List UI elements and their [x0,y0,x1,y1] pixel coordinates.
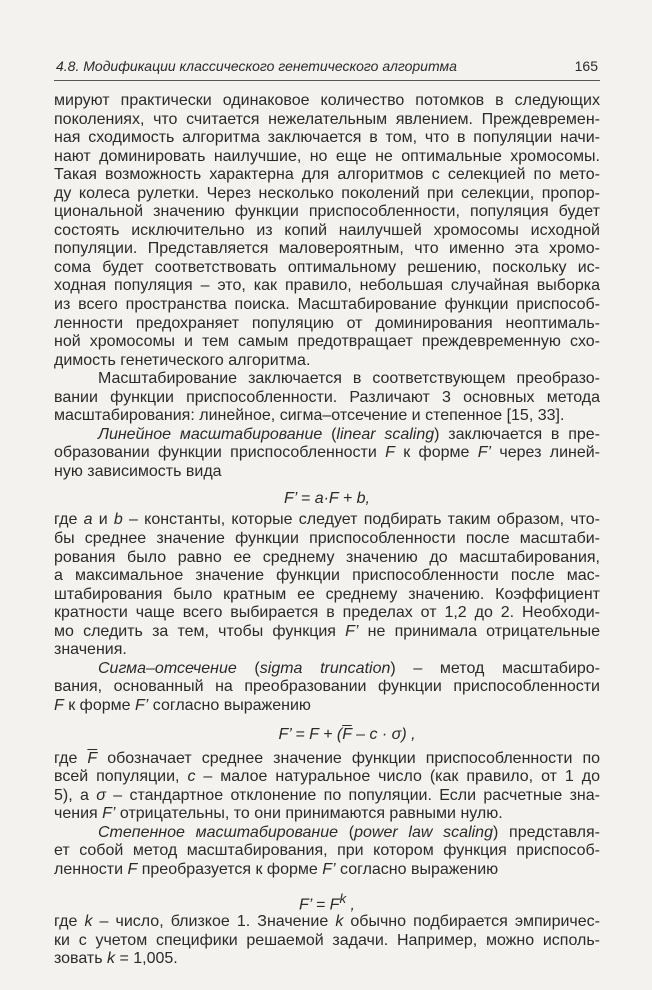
text-fragment: 5), а [54,786,97,804]
paragraph-power-explanation [54,913,600,969]
text-fragment: ( [236,659,260,677]
symbol-F-prime: F’ [477,444,492,462]
text-line [54,426,600,445]
text-line: ходная популяция – это, как правило, небольшая случайная выборка [54,277,600,295]
text-fragment: где [54,749,88,767]
text-line: Такая возможность характерна для алгоритмов с селекцией по мето- [54,166,600,184]
text-fragment: всей популяции, [54,768,188,786]
text-fragment: не принимала отрицательные [358,622,601,640]
text-fragment: отрицательны, то они принимаются равными нулю. [115,805,503,823]
text-fragment: зовать [54,950,108,968]
text-line: вании функции приспособленности. Различают 3 основных метода [54,388,600,406]
english-term: power law scaling [354,823,493,841]
symbol-b: b [113,511,123,529]
text-fragment: – константы, которые следует подбирать таким образом, что- [122,511,600,529]
text-line [54,750,600,769]
text-line [54,950,600,969]
formula-part: – c · σ) , [351,725,416,743]
text-fragment: обозначает среднее значение функции приспособленности по [97,749,601,767]
formula-part: , [346,896,355,914]
symbol-sigma: σ [96,786,106,804]
text-line: значения. [54,641,127,659]
text-fragment: ( [322,425,337,443]
text-line: сома будет соответствовать оптимальному решению, поскольку ис- [54,258,600,276]
symbol-F: F [127,860,138,878]
symbol-a: a [83,511,93,529]
formula-power [54,879,600,913]
text-line: ду колеса рулетки. Через несколько поколений при селекции, пропор- [54,184,600,202]
symbol-F-prime: F’ [134,696,149,714]
text-fragment: обычно подбирается эмпиричес- [343,913,600,931]
text-line: бы среднее значение функции приспособленности после масштаби- [54,530,600,548]
symbol-k: k [335,913,344,931]
text-line: популяции. Представляется маловероятным, что именно эта хромо- [54,240,600,258]
text-line [54,861,600,880]
text-line [54,660,600,679]
text-line: масштабирования: линейное, сигма–отсечение и степенное [15, 33]. [54,407,565,425]
text-line: состоять исключительно из копий наилучшей хромосомы исходной [54,221,600,239]
text-line: циональной значению функции приспособленности, популяция будет [54,203,600,221]
symbol-F-prime: F’ [345,622,359,640]
symbol-F-prime: F’ [322,860,336,878]
text-line: кратности чаще всего выбирается в пределах от 1,2 до 2. Необходи- [54,604,600,622]
running-header [54,56,600,81]
text-fragment: ) – метод масштабиро- [390,659,600,677]
text-line: ки с учетом специфики решаемой задачи. Например, можно исполь- [54,931,600,949]
text-fragment: где [54,511,84,529]
text-fragment: – стандартное отклонение по популяции. Если расчетные зна- [105,786,600,804]
paragraph-power-law-scaling [54,824,600,880]
symbol-F: F [385,444,395,462]
symbol-c: c [187,768,196,786]
term-power-law-scaling: Степенное масштабирование [98,823,339,841]
text-fragment: ) представля- [492,823,601,841]
text-fragment: чения [54,805,103,823]
page-number: 165 [574,58,598,74]
text-fragment: – малое натуральное число (как правило, от 1 до [195,768,601,786]
text-line [54,913,600,932]
text-fragment: к форме [63,696,135,714]
formula-part: F’ = F [298,896,340,914]
text-line [54,623,600,642]
text-line: а максимальное значение функции приспособленности после мас- [54,567,600,585]
text-fragment: мо следить за тем, чтобы функция [54,622,346,640]
text-fragment: через линей- [491,444,601,462]
formula-linear: F’ = a·F + b, [284,490,370,508]
text-line: вания, основанный на преобразовании функции приспособленности [54,678,600,696]
text-line [54,787,600,806]
text-fragment: где [54,913,85,931]
text-line: ной хромосомы и тем самым предотвращает преждевременную схо- [54,333,600,351]
text-fragment: к форме [394,444,478,462]
text-line: из всего пространства поиска. Масштабирование функции приспособ- [54,296,600,314]
symbol-F-prime: F’ [102,805,116,823]
text-line [54,768,600,787]
text-fragment: и [92,511,114,529]
text-line: ленности предохраняет популяцию от доминирования неоптималь- [54,314,600,332]
text-line: димость генетического алгоритма. [54,351,311,369]
english-term: sigma truncation [259,659,391,677]
symbol-F-bar: $\overline{F}$ [342,725,352,743]
text-line [54,697,600,716]
text-line: ет собой метод масштабирования, при котором функция приспособ- [54,842,600,860]
term-linear-scaling: Линейное масштабирование [98,425,323,443]
text-fragment: образовании функции приспособленности [54,444,386,462]
paragraph-linear-scaling [54,426,600,482]
text-line [54,511,600,530]
text-fragment: ) заключается в пре- [434,425,600,443]
symbol-F-bar: $\overline{F}$ [87,749,98,767]
text-line: ную зависимость вида [54,462,222,480]
paragraph-sigma-truncation [54,660,600,716]
text-line: штабирования было кратным ее среднему значению. Коэффициент [54,585,600,603]
symbol-k: k [84,913,93,931]
text-fragment: – число, близкое 1. Значение [92,913,336,931]
text-fragment: преобразуется к форме [137,860,323,878]
text-line [54,824,600,843]
text-line: поколениях, что считается нежелательным явлением. Преждевремен- [54,110,600,128]
paragraph-sigma-explanation [54,750,600,824]
text-line: ная сходимость алгоритма заключается в том, что в популяции начи- [54,129,600,147]
text-fragment: ленности [54,860,128,878]
text-line [54,805,600,824]
text-fragment: согласно выражению [148,696,311,714]
page-body [54,92,600,969]
symbol-F: F [54,696,64,714]
text-line: рования было равно ее среднему значению до масштабирования, [54,548,600,566]
formula-sigma [54,716,600,750]
exponent-k: k [339,891,347,907]
text-fragment: ( [338,823,355,841]
text-line: нают доминировать наилучшие, но еще не оптимальные хромосомы. [54,147,600,165]
text-line: мируют практически одинаковое количество потомков в следующих [54,92,600,109]
symbol-k: k [107,950,116,968]
chapter-title: 4.8. Модификации классического генетического алгоритма [56,58,457,74]
term-sigma-truncation: Сигма–отсечение [98,659,237,677]
english-term: linear scaling [336,425,435,443]
text-fragment: согласно выражению [335,860,499,878]
paragraph-linear-constants [54,511,600,659]
text-line: Масштабирование заключается в соответствующем преобразо- [98,370,600,388]
text-fragment: = 1,005. [115,950,178,968]
paragraph-scaling-intro [54,370,600,426]
formula-part: F’ = F + ( [278,725,343,743]
text-line [54,444,600,463]
paragraph-premature-convergence [54,92,600,370]
